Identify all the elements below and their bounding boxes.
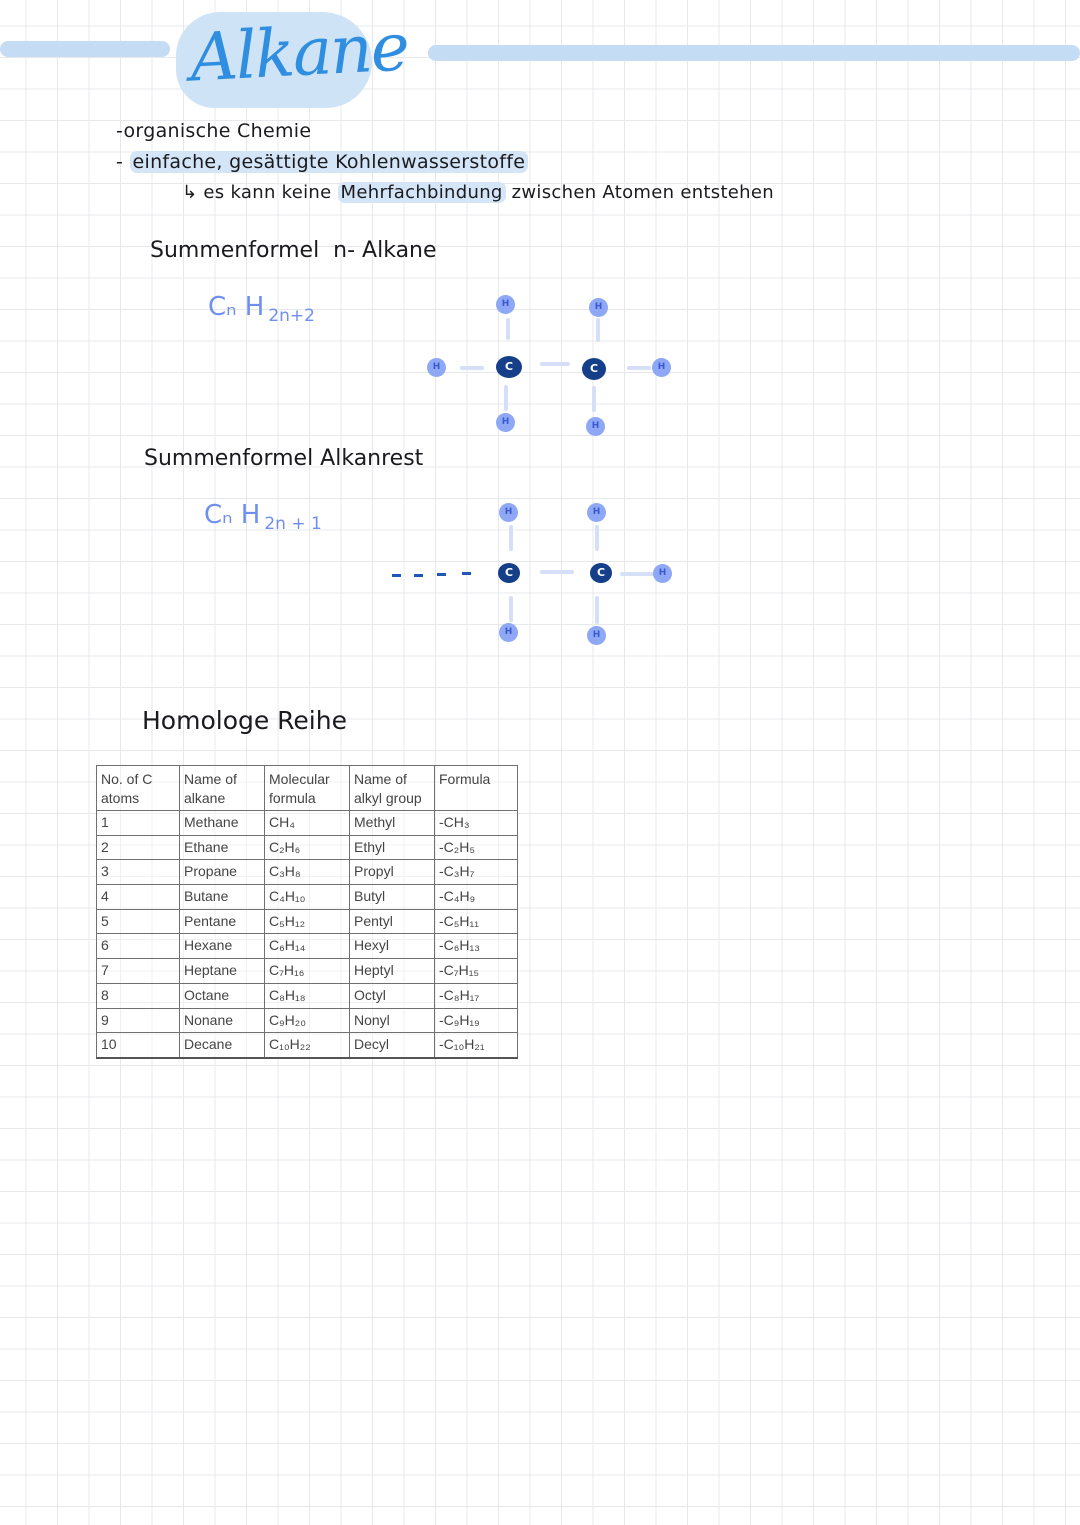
dash [462, 572, 471, 575]
carbon-atom: C [590, 563, 612, 583]
table-cell: Octane [180, 983, 265, 1008]
bond [627, 366, 651, 370]
bullet-organic-chemistry: -organische Chemie [116, 120, 312, 142]
bond [592, 386, 596, 412]
table-cell: -C₇H₁₅ [435, 959, 518, 984]
table-row [97, 959, 518, 984]
table-cell: Decyl [350, 1033, 435, 1058]
table-cell: -C₂H₅ [435, 835, 518, 860]
note-text-highlight: Mehrfachbindung [338, 182, 506, 203]
table-row [97, 934, 518, 959]
table-cell: C₂H₆ [265, 835, 350, 860]
table-cell: Decane [180, 1033, 265, 1058]
table-cell: Hexane [180, 934, 265, 959]
table-cell: Pentyl [350, 909, 435, 934]
hydrogen-atom: H [586, 417, 605, 436]
table-cell: Nonane [180, 1008, 265, 1033]
bond [509, 525, 513, 551]
table-cell: -CH₃ [435, 811, 518, 836]
header-name-of-alkane: Name of alkane [180, 766, 265, 811]
table-row [97, 811, 518, 836]
heading-homologe-reihe: Homologe Reihe [142, 706, 347, 735]
table-row [97, 860, 518, 885]
table-cell: 4 [97, 885, 180, 910]
hydrogen-atom: H [652, 358, 671, 377]
carbon-atom: C [498, 563, 520, 583]
page-title: Alkane [188, 8, 410, 97]
note-text-after: zwischen Atomen entstehen [505, 182, 774, 203]
table-cell: 9 [97, 1008, 180, 1033]
table-cell: 3 [97, 860, 180, 885]
table-cell: Ethane [180, 835, 265, 860]
note-no-multiple-bonds [182, 182, 774, 203]
table-cell: -C₃H₇ [435, 860, 518, 885]
table-cell: Propyl [350, 860, 435, 885]
table-cell: -C₆H₁₃ [435, 934, 518, 959]
table-cell: 7 [97, 959, 180, 984]
bond [509, 596, 513, 622]
bond [504, 385, 508, 411]
table-cell: 2 [97, 835, 180, 860]
arrow-icon: ↳ [182, 182, 198, 203]
table-cell: Heptyl [350, 959, 435, 984]
table-cell: Heptane [180, 959, 265, 984]
bond [460, 366, 484, 370]
table-cell: Butane [180, 885, 265, 910]
formula-alkanrest-base: Cₙ H [204, 500, 261, 530]
table-cell: Methane [180, 811, 265, 836]
dash [414, 574, 423, 577]
hydrogen-atom: H [496, 413, 515, 432]
table-cell: -C₉H₁₉ [435, 1008, 518, 1033]
formula-n-alkane-sub: 2n+2 [268, 306, 315, 326]
hydrogen-atom: H [587, 626, 606, 645]
table-cell: 5 [97, 909, 180, 934]
table-row [97, 1008, 518, 1033]
hydrogen-atom: H [653, 564, 672, 583]
table-cell: 6 [97, 934, 180, 959]
table-cell: C₉H₂₀ [265, 1008, 350, 1033]
table-cell: Butyl [350, 885, 435, 910]
homologous-series-table [96, 765, 518, 1059]
formula-n-alkane-base: Cₙ H [208, 292, 265, 322]
note-text-before: es kann keine [203, 182, 338, 203]
hydrogen-atom: H [496, 295, 515, 314]
bond [595, 525, 599, 551]
table-cell: 1 [97, 811, 180, 836]
table-cell: 8 [97, 983, 180, 1008]
table-cell: C₇H₁₆ [265, 959, 350, 984]
table-cell: C₁₀H₂₂ [265, 1033, 350, 1058]
table-header-row [97, 766, 518, 811]
table-cell: C₃H₈ [265, 860, 350, 885]
table-cell: Hexyl [350, 934, 435, 959]
formula-alkanrest [204, 500, 322, 534]
bullet-dash: - [116, 151, 130, 173]
table-cell: C₄H₁₀ [265, 885, 350, 910]
header-no-of-c-atoms: No. of C atoms [97, 766, 180, 811]
hydrogen-atom: H [589, 298, 608, 317]
title-underline-left [0, 41, 170, 57]
bond [595, 596, 599, 624]
table-cell: C₅H₁₂ [265, 909, 350, 934]
heading-summenformel-n-alkane: Summenformel n- Alkane [150, 238, 437, 263]
table-cell: Methyl [350, 811, 435, 836]
table-cell: C₆H₁₄ [265, 934, 350, 959]
table-cell: Octyl [350, 983, 435, 1008]
formula-n-alkane [208, 292, 315, 326]
table-cell: Pentane [180, 909, 265, 934]
dash [392, 574, 401, 577]
table-cell: -C₈H₁₇ [435, 983, 518, 1008]
hydrogen-atom: H [427, 358, 446, 377]
hydrogen-atom: H [499, 503, 518, 522]
table-cell: Nonyl [350, 1008, 435, 1033]
hydrogen-atom: H [499, 623, 518, 642]
bond [540, 570, 574, 574]
table-row [97, 835, 518, 860]
hydrogen-atom: H [587, 503, 606, 522]
table-cell: 10 [97, 1033, 180, 1058]
bond [620, 572, 656, 576]
carbon-atom: C [496, 356, 522, 378]
dash [437, 573, 446, 576]
carbon-atom: C [582, 358, 606, 380]
header-formula: Formula [435, 766, 518, 811]
title-underline-right [428, 45, 1080, 61]
table-row [97, 885, 518, 910]
table-row [97, 909, 518, 934]
bond [540, 362, 570, 366]
bond [596, 318, 600, 342]
bullet-saturated-hydrocarbons [116, 151, 528, 173]
header-molecular-formula: Molecular formula [265, 766, 350, 811]
header-name-of-alkyl-group: Name of alkyl group [350, 766, 435, 811]
table-row [97, 1033, 518, 1058]
heading-summenformel-alkanrest: Summenformel Alkanrest [144, 446, 424, 471]
table-cell: -C₅H₁₁ [435, 909, 518, 934]
bond [506, 318, 510, 340]
table-cell: C₈H₁₈ [265, 983, 350, 1008]
table-cell: CH₄ [265, 811, 350, 836]
bullet-text-highlighted: einfache, gesättigte Kohlenwasserstoffe [130, 151, 529, 173]
table-cell: Propane [180, 860, 265, 885]
table-cell: -C₄H₉ [435, 885, 518, 910]
table-cell: Ethyl [350, 835, 435, 860]
table-row [97, 983, 518, 1008]
formula-alkanrest-sub: 2n + 1 [264, 514, 322, 534]
table-cell: -C₁₀H₂₁ [435, 1033, 518, 1058]
